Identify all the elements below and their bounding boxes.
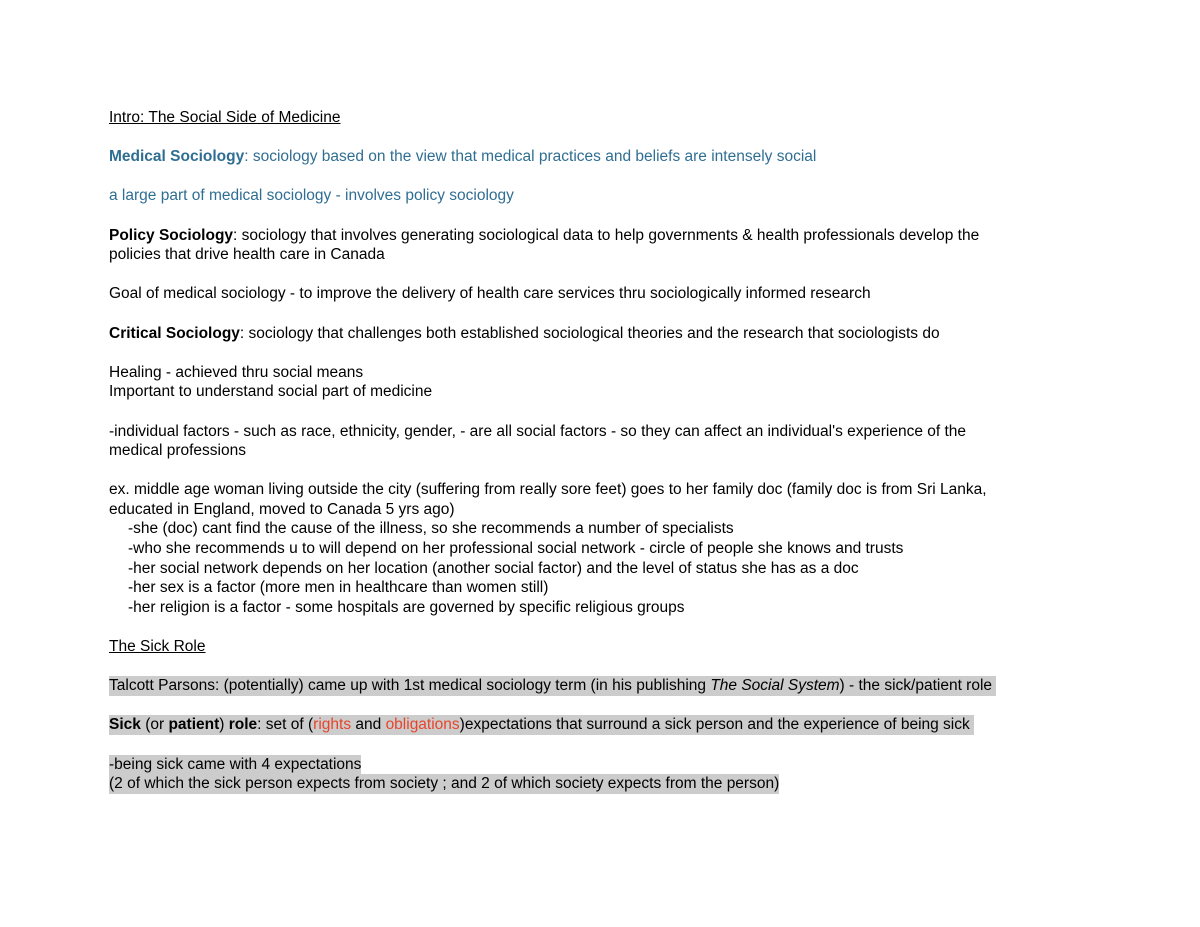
term-medical-sociology: Medical Sociology	[109, 148, 245, 166]
goal-line: Goal of medical sociology - to improve the delivery of health care services thru sociologically informed research	[109, 285, 871, 303]
policy-sociology-text-2: policies that drive health care in Canada	[109, 246, 385, 264]
parsons-text-before: Talcott Parsons: (potentially) came up with 1st medical sociology term (in his publishing	[109, 677, 711, 695]
individual-factors-line-1: -individual factors - such as race, ethnicity, gender, - are all social factors - so they can affect an individual's experience of the	[109, 422, 967, 440]
example-point: -her religion is a factor - some hospitals are governed by specific religious groups	[128, 598, 685, 616]
parsons-text-after: ) - the sick/patient role	[839, 677, 993, 695]
example-point: -she (doc) cant find the cause of the illness, so she recommends a number of specialists	[128, 520, 734, 538]
critical-sociology-text: : sociology that challenges both established sociological theories and the research that sociologists do	[239, 324, 940, 342]
example-point: -her sex is a factor (more men in healthcare than women still)	[128, 579, 549, 597]
parsons-publication-title: The Social System	[710, 677, 840, 695]
expectations-line-2: (2 of which the sick person expects from society ; and 2 of which society expects from the person)	[109, 775, 780, 793]
sick-role-text-1: : set of (	[257, 716, 314, 734]
sick-role-paren-open: (or	[140, 716, 169, 734]
medical-sociology-text: : sociology based on the view that medical practices and beliefs are intensely social	[244, 148, 817, 166]
example-point: -her social network depends on her location (another social factor) and the level of status she has as a doc	[128, 559, 859, 577]
example-line-1: ex. middle age woman living outside the city (suffering from really sore feet) goes to her family doc (family doc is from Sri Lanka,	[109, 481, 987, 499]
term-patient: patient	[168, 716, 220, 734]
term-critical-sociology: Critical Sociology	[109, 324, 240, 342]
sick-role-and: and	[351, 716, 386, 734]
sick-role-text-2: )expectations that surround a sick person and the experience of being sick	[459, 716, 970, 734]
term-sick: Sick	[109, 716, 141, 734]
parsons-line	[109, 676, 996, 696]
sick-role-paren-close: )	[219, 716, 229, 734]
heading-sick-role: The Sick Role	[109, 638, 206, 656]
individual-factors-line-2: medical professions	[109, 442, 246, 460]
medical-sociology-definition	[109, 147, 1069, 167]
sick-role-definition	[109, 715, 974, 735]
policy-sociology-definition	[109, 226, 1069, 246]
expectations-line-1: -being sick came with 4 expectations	[109, 755, 362, 773]
heading-intro: Intro: The Social Side of Medicine	[109, 109, 341, 126]
example-line-2: educated in England, moved to Canada 5 yrs ago)	[109, 500, 455, 518]
policy-sociology-text-1: : sociology that involves generating sociological data to help governments & health professionals develop the	[233, 226, 980, 244]
term-policy-sociology: Policy Sociology	[109, 226, 234, 244]
critical-sociology-definition	[109, 324, 1069, 344]
medical-sociology-note: a large part of medical sociology - involves policy sociology	[109, 187, 514, 205]
term-obligations: obligations	[385, 716, 460, 734]
document-page	[109, 108, 1069, 794]
example-point: -who she recommends u to will depend on her professional social network - circle of people she knows and trusts	[128, 540, 904, 558]
term-rights: rights	[313, 716, 352, 734]
healing-line-2: Important to understand social part of medicine	[109, 383, 433, 401]
healing-line-1: Healing - achieved thru social means	[109, 363, 364, 381]
term-role: role	[228, 716, 258, 734]
